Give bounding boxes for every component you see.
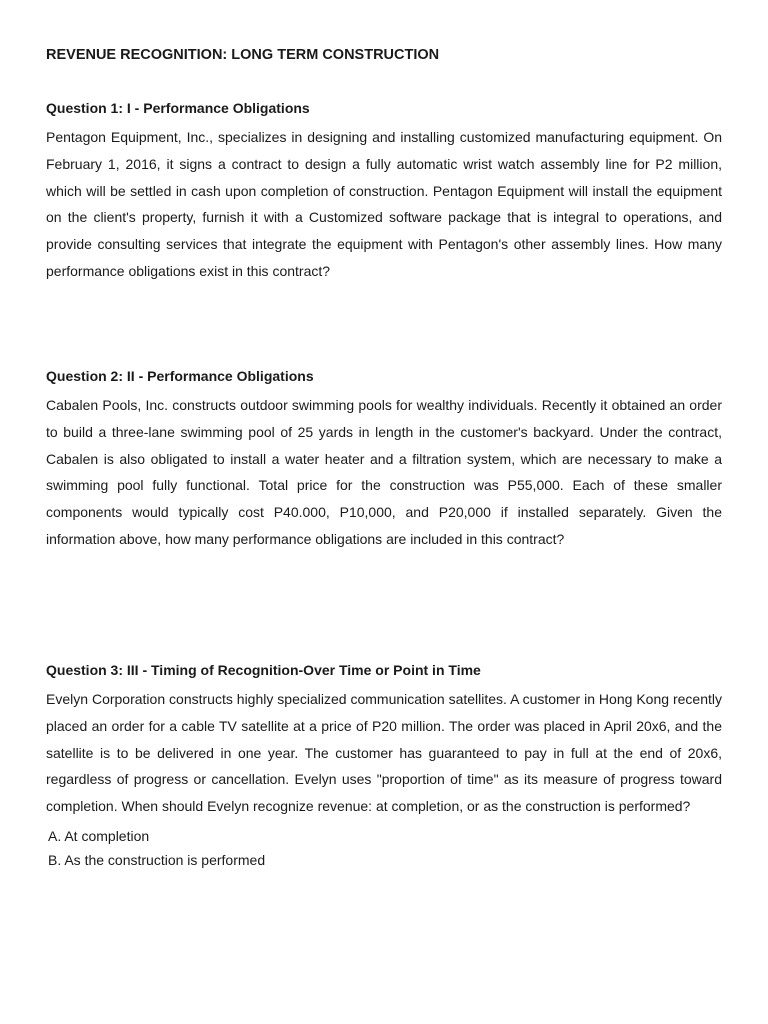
question-1-body: Pentagon Equipment, Inc., specializes in designing and installing customized manufacturing equipment. On February 1, 2016, it signs a contract to design a fully automatic wrist watch assembly line for P2 million, which will be settled in cash upon completion of construction. Pentagon Equipment will install the equipment on the client's property, furnish it with a Customized software package that is integral to operations, and provide consulting services that integrate the equipment with Pentagon's other assembly lines. How many performance obligations exist in this contract? bbox=[46, 129, 722, 279]
question-2-heading: Question 2: II - Performance Obligations bbox=[46, 368, 314, 384]
answer-choices bbox=[46, 824, 722, 872]
answer-choice-b: B. As the construction is performed bbox=[48, 851, 266, 868]
answer-choice-a: A. At completion bbox=[48, 827, 150, 844]
question-3-heading: Question 3: III - Timing of Recognition-Over Time or Point in Time bbox=[46, 662, 481, 678]
question-3-body: Evelyn Corporation constructs highly specialized communication satellites. A customer in Hong Kong recently placed an order for a cable TV satellite at a price of P20 million. The order was placed in April 20x6, and the satellite is to be delivered in one year. The customer has guaranteed to pay in full at the end of 20x6, regardless of progress or cancellation. Evelyn uses "proportion of time" as its measure of progress toward completion. When should Evelyn recognize revenue: at completion, or as the construction is performed? bbox=[46, 691, 722, 815]
question-1-heading: Question 1: I - Performance Obligations bbox=[46, 100, 310, 116]
document-title: REVENUE RECOGNITION: LONG TERM CONSTRUCTION bbox=[46, 47, 440, 63]
question-1 bbox=[46, 98, 722, 285]
question-2-body: Cabalen Pools, Inc. constructs outdoor swimming pools for wealthy individuals. Recently it obtained an order to build a three-lane swimming pool of 25 yards in length in the customer's backyard. Under the contract, Cabalen is also obligated to install a water heater and a filtration system, which are necessary to make a swimming pool fully functional. Total price for the construction was P55,000. Each of these smaller components would typically cost P40.000, P10,000, and P20,000 if installed separately. Given the information above, how many performance obligations are included in this contract? bbox=[46, 397, 722, 547]
question-2 bbox=[46, 366, 722, 553]
question-3 bbox=[46, 660, 722, 872]
